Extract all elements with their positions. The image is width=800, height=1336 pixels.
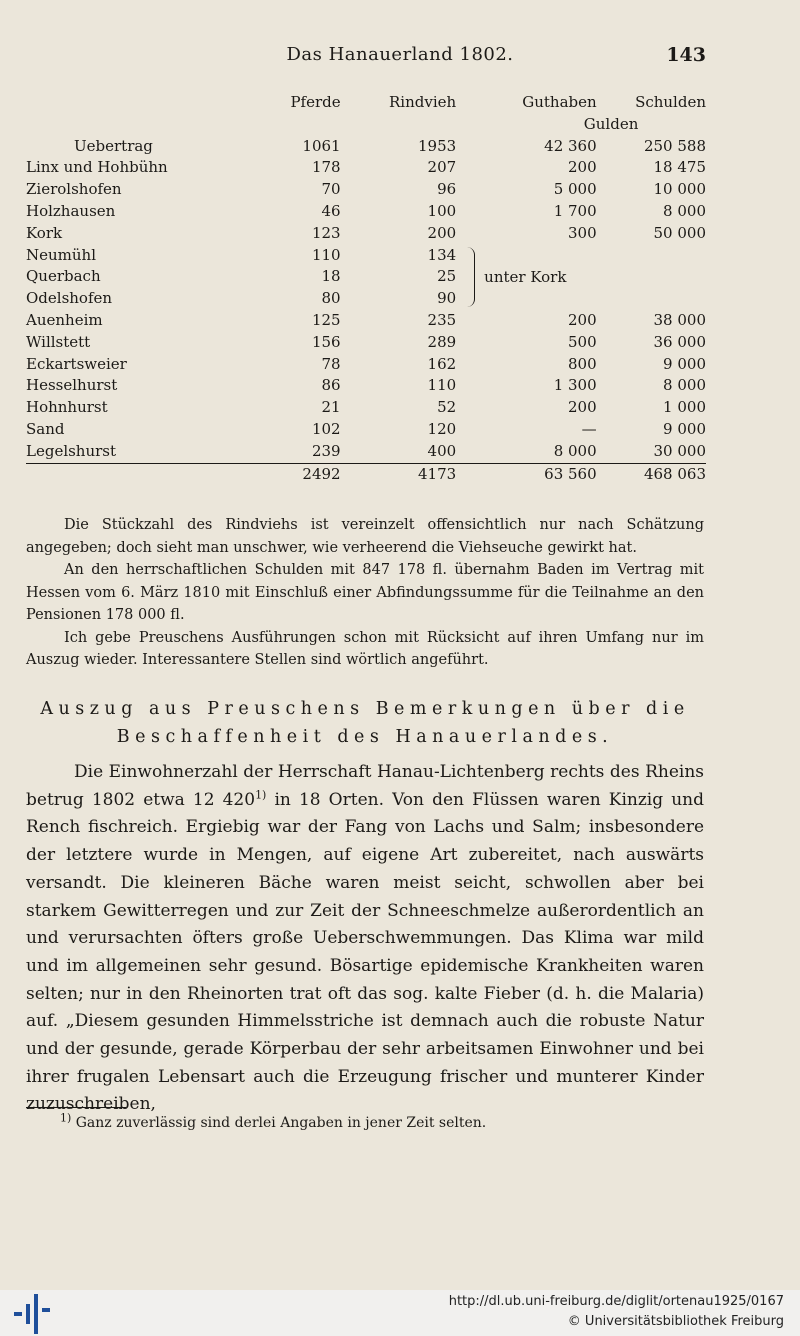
- footnote-reference: 1): [255, 788, 267, 802]
- row-pferde: 178: [311, 158, 341, 177]
- row-rindvieh: 100: [427, 201, 457, 220]
- row-schulden: 8 000: [663, 376, 706, 395]
- row-name: Neumühl: [26, 245, 97, 264]
- header-empty: [26, 92, 233, 114]
- row-name: Uebertrag: [74, 136, 153, 155]
- total-guthaben: 63 560: [456, 463, 596, 485]
- row-schulden: 36 000: [653, 332, 706, 351]
- row-rindvieh: 90: [437, 289, 457, 308]
- footnote-text: Ganz zuverlässig sind derlei Angaben in jener Zeit selten.: [75, 1115, 487, 1131]
- row-pferde: 18: [321, 267, 341, 286]
- page-number: 143: [666, 44, 706, 66]
- row-schulden: 9 000: [663, 354, 706, 373]
- table-notes: [26, 514, 704, 672]
- row-pferde: 80: [321, 289, 341, 308]
- row-pferde: 239: [311, 441, 341, 460]
- row-rindvieh: 400: [427, 441, 457, 460]
- body-text-part: Die Einwohnerzahl der Herrschaft Hanau-Lichtenberg rechts des Rheins betrug 1802 etwa 12 420: [26, 762, 704, 810]
- table-row: [26, 354, 706, 376]
- row-pferde: 125: [311, 310, 341, 329]
- row-schulden: 50 000: [653, 223, 706, 242]
- row-guthaben: —: [581, 419, 597, 438]
- row-rindvieh: 96: [437, 180, 457, 199]
- row-guthaben: 200: [568, 310, 597, 329]
- table-row: [26, 397, 706, 419]
- row-name: Sand: [26, 419, 65, 438]
- row-rindvieh: 162: [427, 354, 457, 373]
- row-guthaben: 200: [568, 398, 597, 417]
- statistics-table: [26, 92, 706, 485]
- footnote: [60, 1111, 487, 1131]
- row-schulden: [597, 266, 706, 288]
- row-rindvieh: 200: [427, 223, 457, 242]
- table-row: [26, 288, 706, 310]
- table-row: [26, 441, 706, 463]
- table-row: [26, 310, 706, 332]
- total-rindvieh: 4173: [341, 463, 457, 485]
- row-name: Willstett: [26, 332, 91, 351]
- row-name: Querbach: [26, 267, 101, 286]
- row-pferde: 110: [311, 245, 341, 264]
- running-header: [0, 44, 800, 74]
- row-name: Auenheim: [26, 310, 103, 329]
- table-row: [26, 157, 706, 179]
- footnote-mark: 1): [60, 1111, 72, 1125]
- row-pferde: 123: [311, 223, 341, 242]
- row-schulden: 9 000: [663, 419, 706, 438]
- row-pferde: 21: [321, 398, 341, 417]
- total-row: [26, 463, 706, 485]
- table-header-row: [26, 92, 706, 114]
- row-schulden: 1 000: [663, 398, 706, 417]
- footnote-rule: [26, 1107, 126, 1108]
- row-name: Kork: [26, 223, 63, 242]
- row-rindvieh: 235: [427, 310, 457, 329]
- table-row: [26, 201, 706, 223]
- row-guthaben: 5 000: [553, 180, 597, 199]
- total-schulden: 468 063: [597, 463, 706, 485]
- table-row: [26, 375, 706, 397]
- unit-row: [26, 114, 706, 136]
- row-guthaben: 200: [568, 158, 597, 177]
- copyright-text: © Universitätsbibliothek Freiburg: [567, 1314, 784, 1329]
- col-header-schulden: Schulden: [635, 93, 706, 111]
- footer-bar: [0, 1290, 800, 1336]
- unit-label: Gulden: [583, 114, 639, 133]
- row-schulden: 30 000: [653, 441, 706, 460]
- row-name: Linx und Hohbühn: [26, 158, 168, 177]
- row-guthaben: 8 000: [553, 441, 597, 460]
- table-body: [26, 136, 706, 463]
- body-text-part: in 18 Orten. Von den Flüssen waren Kinzig und Rench fischreich. Ergiebig war der Fang von Lachs und Salm; insbesondere der letztere wurde in Mengen, auf eigene Art zubereitet, nach auswärts versandt. Die kleineren Bäche waren meist seicht, schwollen aber bei starkem Gewitterregen und zur Zeit der Schneeschmelze außerordentlich an und verursachten öfters große Ueberschwemmungen. Das Klima war mild und im allgemeinen sehr gesund. Bösartige epidemische Krankheiten waren selten; nur in den Rheinorten trat oft das sog. kalte Fieber (d. h. die Malaria) auf. „Diesem gesunden Himmelsstriche ist demnach auch die robuste Natur und der gesunde, gerade Körperbau der sehr arbeitsamen Einwohner und bei ihrer frugalen Lebensart auch die Erzeugung frischer und munterer Kinder zuzuschreiben,: [26, 789, 704, 1115]
- row-schulden: [597, 245, 706, 267]
- row-schulden: 8 000: [663, 201, 706, 220]
- row-name: Odelshofen: [26, 289, 113, 308]
- table-row: [26, 223, 706, 245]
- row-rindvieh: 120: [427, 419, 457, 438]
- row-pferde: 1061: [302, 136, 341, 155]
- table-row: [26, 266, 706, 288]
- col-header-pferde: Pferde: [290, 93, 341, 111]
- row-rindvieh: 289: [427, 332, 457, 351]
- row-pferde: 102: [311, 419, 341, 438]
- total-pferde: 2492: [233, 463, 341, 485]
- row-rindvieh: 25: [437, 267, 457, 286]
- row-schulden: [597, 288, 706, 310]
- brace-label: unter Kork: [484, 267, 567, 286]
- row-rindvieh: 52: [437, 398, 457, 417]
- row-rindvieh: 110: [427, 376, 457, 395]
- col-header-guthaben: Guthaben: [522, 93, 597, 111]
- row-name: Holzhausen: [26, 201, 116, 220]
- row-pferde: 156: [311, 332, 341, 351]
- row-schulden: 38 000: [653, 310, 706, 329]
- row-name: Zierolshofen: [26, 180, 122, 199]
- row-guthaben: [456, 288, 596, 310]
- section-heading: Auszug aus Preuschens Bemerkungen über die Beschaffenheit des Hanauerlandes.: [40, 699, 690, 747]
- running-title: Das Hanauerland 1802.: [286, 44, 514, 65]
- row-rindvieh: 207: [427, 158, 457, 177]
- note-paragraph: Die Stückzahl des Rindviehs ist vereinzelt offensichtlich nur nach Schätzung angegeben; doch sieht man unschwer, wie verheerend die Viehseuche gewirkt hat.: [26, 517, 704, 556]
- library-logo-icon: [10, 1290, 54, 1336]
- row-pferde: 70: [321, 180, 341, 199]
- col-header-rindvieh: Rindvieh: [389, 93, 457, 111]
- row-schulden: 18 475: [653, 158, 706, 177]
- row-pferde: 46: [321, 201, 341, 220]
- row-pferde: 78: [321, 354, 341, 373]
- permalink-link[interactable]: http://dl.ub.uni-freiburg.de/diglit/ortenau1925/0167: [448, 1294, 784, 1309]
- row-name: Legelshurst: [26, 441, 117, 460]
- table-row: [26, 245, 706, 267]
- row-guthaben: [456, 245, 596, 286]
- row-guthaben: 1 700: [553, 201, 597, 220]
- row-guthaben: 800: [568, 354, 597, 373]
- row-guthaben: 300: [568, 223, 597, 242]
- brace: [466, 247, 475, 307]
- table-row: [26, 332, 706, 354]
- row-name: Hohnhurst: [26, 398, 108, 417]
- table-row: [26, 136, 706, 158]
- body-paragraph: [26, 759, 704, 1119]
- row-rindvieh: 134: [427, 245, 457, 264]
- row-name: Eckartsweier: [26, 354, 127, 373]
- row-rindvieh: 1953: [417, 136, 457, 155]
- body-text: [26, 759, 704, 1119]
- table-row: [26, 419, 706, 441]
- row-schulden: 250 588: [643, 136, 706, 155]
- row-name: Hesselhurst: [26, 376, 118, 395]
- note-paragraph: An den herrschaftlichen Schulden mit 847 178 fl. übernahm Baden im Vertrag mit Hessen vom 6. März 1810 mit Einschluß einer Abfindungssumme für die Teilnahme an den Pensionen 178 000 fl.: [26, 562, 704, 623]
- row-pferde: 86: [321, 376, 341, 395]
- row-guthaben: 1 300: [553, 376, 597, 395]
- note-paragraph: Ich gebe Preuschens Ausführungen schon mit Rücksicht auf ihren Umfang nur im Auszug wieder. Interessantere Stellen sind wörtlich angeführt.: [26, 629, 704, 668]
- table-row: [26, 179, 706, 201]
- row-guthaben: 500: [568, 332, 597, 351]
- row-schulden: 10 000: [653, 180, 706, 199]
- row-guthaben: 42 360: [544, 136, 597, 155]
